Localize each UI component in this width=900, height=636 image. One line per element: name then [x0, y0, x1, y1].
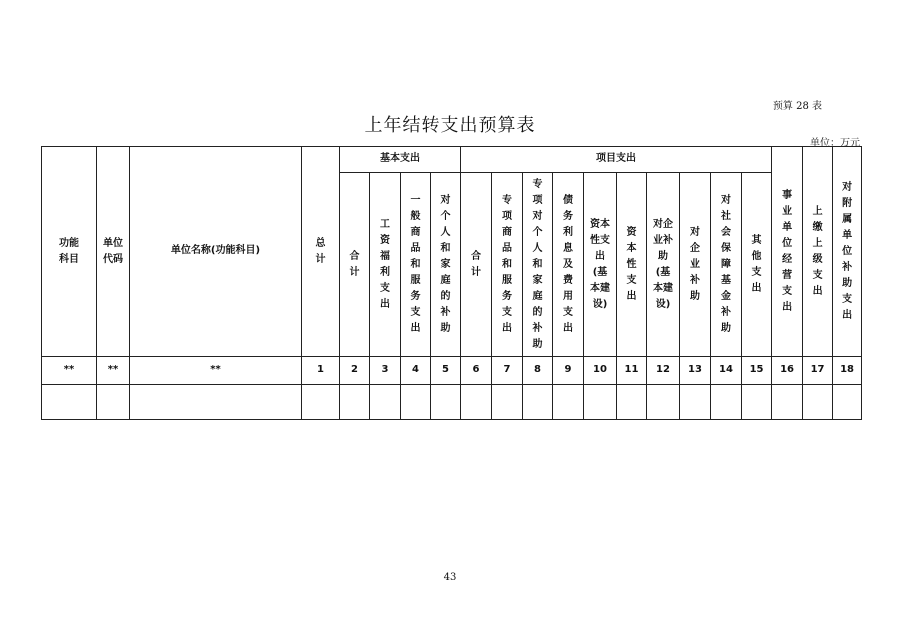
header-enterprise: 对企业补助 — [680, 173, 711, 357]
header-unit-name: 单位名称(功能科目) — [130, 147, 302, 357]
index-cell: ** — [97, 357, 130, 385]
empty-cell — [340, 385, 370, 420]
index-cell: 12 — [647, 357, 680, 385]
empty-cell — [42, 385, 97, 420]
header-enterprise-infra: 对企业补助(基本建设) — [647, 173, 680, 357]
index-cell: 17 — [803, 357, 833, 385]
empty-cell — [711, 385, 742, 420]
header-business-unit: 事业单位经营支出 — [772, 147, 803, 357]
index-cell: 8 — [523, 357, 553, 385]
header-salary: 工资福利支出 — [370, 173, 401, 357]
index-cell: 3 — [370, 357, 401, 385]
header-basic-total: 合计 — [340, 173, 370, 357]
index-cell: 14 — [711, 357, 742, 385]
empty-cell — [492, 385, 523, 420]
empty-cell — [302, 385, 340, 420]
header-func-subject: 功能科目 — [42, 147, 97, 357]
empty-cell — [833, 385, 862, 420]
unit-label: 单位：万元 — [810, 138, 860, 149]
index-cell: ** — [130, 357, 302, 385]
index-cell: 15 — [742, 357, 772, 385]
index-row — [42, 357, 862, 385]
empty-cell — [680, 385, 711, 420]
header-capital: 资本性支出 — [617, 173, 647, 357]
header-project: 项目支出 — [461, 147, 772, 173]
index-cell: 11 — [617, 357, 647, 385]
empty-cell — [97, 385, 130, 420]
header-special-goods: 专项商品和服务支出 — [492, 173, 523, 357]
empty-cell — [742, 385, 772, 420]
index-cell: 16 — [772, 357, 803, 385]
index-cell: 10 — [584, 357, 617, 385]
index-cell: 18 — [833, 357, 862, 385]
index-cell: 7 — [492, 357, 523, 385]
empty-cell — [130, 385, 302, 420]
header-project-total: 合计 — [461, 173, 492, 357]
empty-cell — [401, 385, 431, 420]
header-capital-infra: 资本性支出(基本建设) — [584, 173, 617, 357]
index-cell: 9 — [553, 357, 584, 385]
page-title: 上年结转支出预算表 — [364, 115, 536, 136]
empty-cell — [461, 385, 492, 420]
header-social-security: 对社会保障基金补助 — [711, 173, 742, 357]
index-cell: 4 — [401, 357, 431, 385]
header-remit-upper: 上缴上级支出 — [803, 147, 833, 357]
empty-cell — [617, 385, 647, 420]
header-goods-services: 一般商品和服务支出 — [401, 173, 431, 357]
empty-cell — [584, 385, 617, 420]
empty-cell — [431, 385, 461, 420]
header-affiliated-subsidy: 对附属单位补助支出 — [833, 147, 862, 357]
page-number: 43 — [443, 572, 457, 583]
empty-cell — [553, 385, 584, 420]
index-cell: 13 — [680, 357, 711, 385]
index-cell: 2 — [340, 357, 370, 385]
empty-data-row — [42, 385, 862, 420]
header-individual-subsidy: 对个人和家庭的补助 — [431, 173, 461, 357]
empty-cell — [370, 385, 401, 420]
table-number: 预算 28 表 — [772, 101, 822, 112]
index-cell: ** — [42, 357, 97, 385]
header-total: 总计 — [302, 147, 340, 357]
header-debt-interest: 债务利息及费用支出 — [553, 173, 584, 357]
header-other: 其他支出 — [742, 173, 772, 357]
index-cell: 1 — [302, 357, 340, 385]
empty-cell — [523, 385, 553, 420]
budget-table — [41, 146, 862, 420]
index-cell: 5 — [431, 357, 461, 385]
header-special-individual: 专项对个人和家庭的补助 — [523, 173, 553, 357]
header-unit-code: 单位代码 — [97, 147, 130, 357]
empty-cell — [772, 385, 803, 420]
header-basic: 基本支出 — [340, 147, 461, 173]
empty-cell — [647, 385, 680, 420]
index-cell: 6 — [461, 357, 492, 385]
empty-cell — [803, 385, 833, 420]
